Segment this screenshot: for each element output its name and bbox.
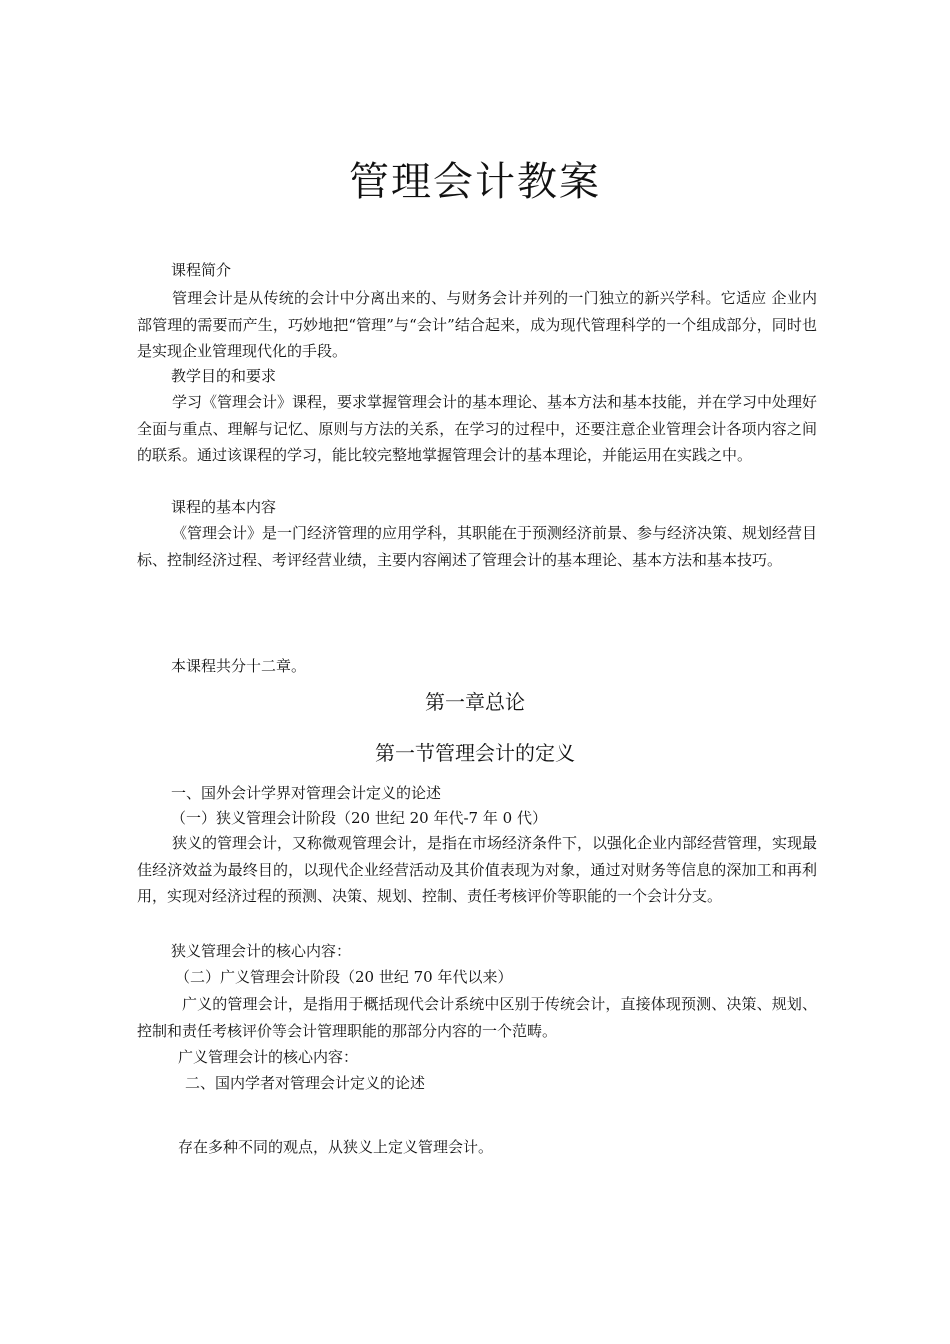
stage1-heading: （一）狭义管理会计阶段（20 世纪 20 年代-7 年 0 代） xyxy=(171,809,547,827)
stage2-core-label: 广义管理会计的核心内容： xyxy=(178,1048,359,1066)
stage2-heading: （二）广义管理会计阶段（20 世纪 70 年代以来） xyxy=(175,968,513,986)
part2-heading: 二、国内学者对管理会计定义的论述 xyxy=(185,1074,426,1092)
content-heading: 课程的基本内容 xyxy=(171,498,277,516)
content-paragraph: 《管理会计》是一门经济管理的应用学科，其职能在于预测经济前景、参与经济决策、规划经营目标、控制经济过程、考评经营业绩，主要内容阐述了管理会计的基本理论、基本方法和基本技巧。 xyxy=(137,524,818,569)
stage2-paragraph: 广义的管理会计，是指用于概括现代会计系统中区别于传统会计，直接体现预测、决策、规划、控制和责任考核评价等会计管理职能的那部分内容的一个范畴。 xyxy=(137,995,817,1040)
part2-paragraph: 存在多种不同的观点，从狭义上定义管理会计。 xyxy=(178,1138,494,1156)
intro-heading: 课程简介 xyxy=(171,261,232,279)
chapter-title: 第一章总论 xyxy=(425,690,525,714)
part1-heading: 一、国外会计学界对管理会计定义的论述 xyxy=(171,784,442,802)
stage1-core-label: 狭义管理会计的核心内容： xyxy=(171,942,352,960)
document-title: 管理会计教案 xyxy=(349,159,601,205)
chapter-count: 本课程共分十二章。 xyxy=(171,657,307,675)
goal-heading: 教学目的和要求 xyxy=(171,367,277,385)
stage1-paragraph: 狭义的管理会计，又称微观管理会计，是指在市场经济条件下，以强化企业内部经营管理，实现最佳经济效益为最终目的，以现代企业经营活动及其价值表现为对象，通过对财务等信息的深加工和再利用，实现对经济过程的预测、决策、规划、控制、责任考核评价等职能的一个会计分支。 xyxy=(137,834,818,905)
goal-paragraph: 学习《管理会计》课程，要求掌握管理会计的基本理论、基本方法和基本技能，并在学习中处理好全面与重点、理解与记忆、原则与方法的关系，在学习的过程中，还要注意企业管理会计各项内容之间的联系。通过该课程的学习，能比较完整地掌握管理会计的基本理论，并能运用在实践之中。 xyxy=(137,393,818,464)
section-title: 第一节管理会计的定义 xyxy=(375,741,575,765)
intro-paragraph: 管理会计是从传统的会计中分离出来的、与财务会计并列的一门独立的新兴学科。它适应 企业内部管理的需要而产生，巧妙地把“管理”与“会计”结合起来，成为现代管理科学的一个组成部分，同时也是实现企业管理现代化的手段。 xyxy=(137,289,817,360)
